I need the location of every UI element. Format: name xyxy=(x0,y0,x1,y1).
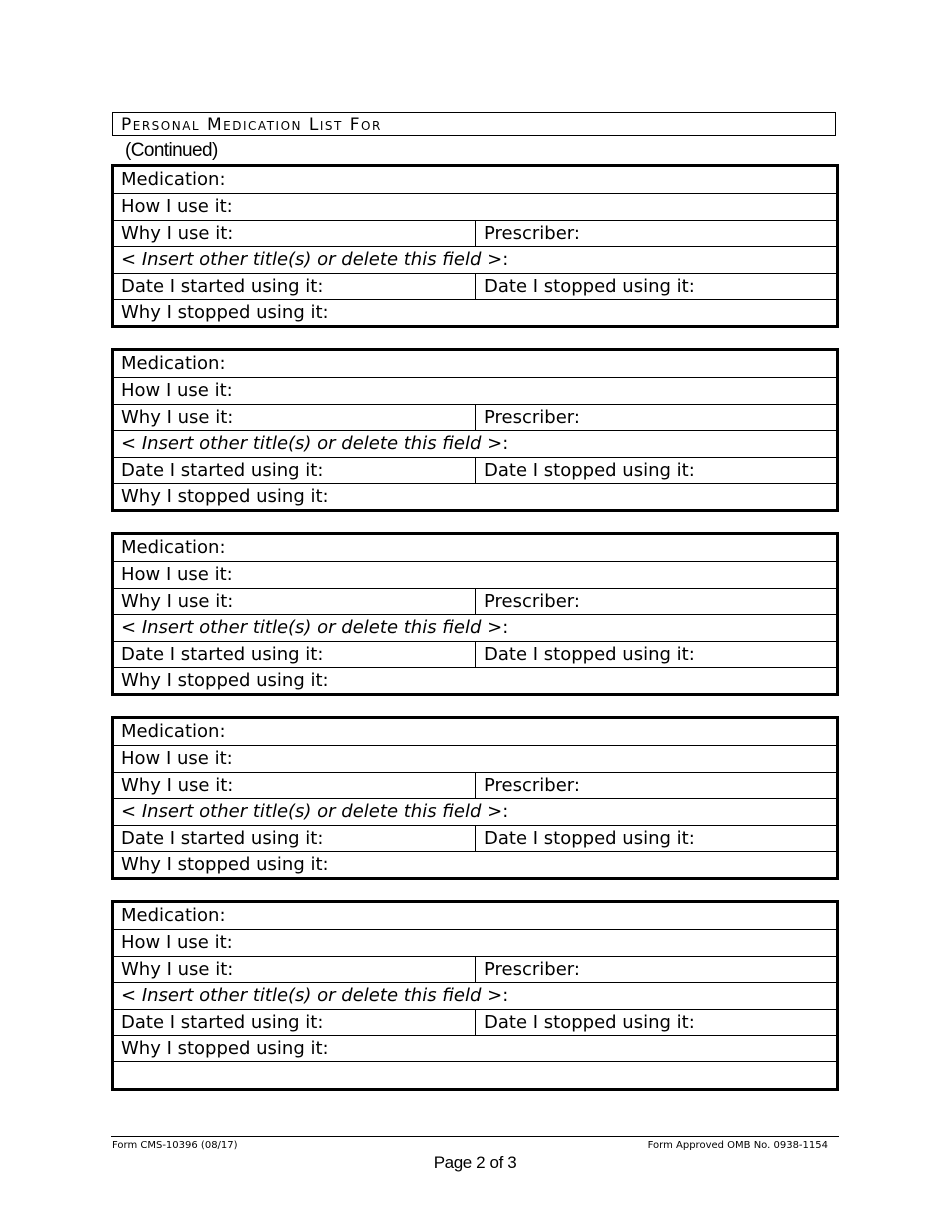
how-i-use-field[interactable]: How I use it: xyxy=(121,564,233,586)
custom-title-open: < xyxy=(121,249,142,271)
custom-title-open: < xyxy=(121,433,142,455)
dates-row xyxy=(114,825,836,851)
custom-title-open: < xyxy=(121,617,142,639)
why-stopped-field[interactable]: Why I stopped using it: xyxy=(121,1037,329,1059)
why-stopped-row xyxy=(114,483,836,509)
continued-label: (Continued) xyxy=(125,140,218,161)
custom-title-field[interactable] xyxy=(114,247,836,272)
blank-field[interactable] xyxy=(114,1062,836,1087)
prescriber-field[interactable]: Prescriber: xyxy=(484,590,580,612)
custom-title-field[interactable] xyxy=(114,799,836,824)
custom-title-placeholder: Insert other title(s) or delete this field xyxy=(141,249,482,271)
custom-title-close: >: xyxy=(481,617,509,639)
how-row xyxy=(114,929,836,955)
custom-title-placeholder: Insert other title(s) or delete this field xyxy=(141,985,482,1007)
footer-divider xyxy=(111,1136,839,1137)
form-id: Form CMS-10396 (08/17) xyxy=(112,1140,238,1151)
why-stopped-row xyxy=(114,851,836,877)
prescriber-field[interactable]: Prescriber: xyxy=(484,406,580,428)
date-started-field[interactable]: Date I started using it: xyxy=(114,274,476,299)
medication-row xyxy=(114,167,836,193)
date-started-field[interactable]: Date I started using it: xyxy=(114,826,476,851)
date-started-field[interactable]: Date I started using it: xyxy=(114,1010,476,1035)
why-i-use-field[interactable]: Why I use it: xyxy=(114,589,476,614)
medication-row xyxy=(114,719,836,745)
custom-title-open: < xyxy=(121,985,142,1007)
date-stopped-field[interactable]: Date I stopped using it: xyxy=(484,1011,695,1033)
page-title: Personal Medication List For xyxy=(112,112,836,136)
custom-title-field[interactable] xyxy=(114,431,836,456)
date-started-field[interactable]: Date I started using it: xyxy=(114,458,476,483)
medication-row xyxy=(114,903,836,929)
how-row xyxy=(114,377,836,403)
how-row xyxy=(114,193,836,219)
why-stopped-field[interactable]: Why I stopped using it: xyxy=(121,301,329,323)
custom-title-row xyxy=(114,798,836,824)
medication-field[interactable]: Medication: xyxy=(121,721,226,742)
how-row xyxy=(114,561,836,587)
why-stopped-row xyxy=(114,299,836,325)
custom-title-field[interactable] xyxy=(114,615,836,640)
custom-title-close: >: xyxy=(481,985,509,1007)
why-prescriber-row xyxy=(114,220,836,246)
custom-title-row xyxy=(114,430,836,456)
how-row xyxy=(114,745,836,771)
custom-title-close: >: xyxy=(481,433,509,455)
custom-title-row xyxy=(114,614,836,640)
dates-row xyxy=(114,641,836,667)
dates-row xyxy=(114,1009,836,1035)
omb-approval: Form Approved OMB No. 0938-1154 xyxy=(647,1140,828,1151)
custom-title-placeholder: Insert other title(s) or delete this field xyxy=(141,433,482,455)
how-i-use-field[interactable]: How I use it: xyxy=(121,380,233,402)
custom-title-placeholder: Insert other title(s) or delete this field xyxy=(141,801,482,823)
date-stopped-field[interactable]: Date I stopped using it: xyxy=(484,827,695,849)
date-stopped-field[interactable]: Date I stopped using it: xyxy=(484,275,695,297)
why-i-use-field[interactable]: Why I use it: xyxy=(114,405,476,430)
why-stopped-field[interactable]: Why I stopped using it: xyxy=(121,485,329,507)
medication-entry xyxy=(111,900,839,1091)
custom-title-open: < xyxy=(121,801,142,823)
why-prescriber-row xyxy=(114,956,836,982)
medication-entry xyxy=(111,716,839,880)
dates-row xyxy=(114,273,836,299)
why-stopped-field[interactable]: Why I stopped using it: xyxy=(121,853,329,875)
date-stopped-field[interactable]: Date I stopped using it: xyxy=(484,643,695,665)
how-i-use-field[interactable]: How I use it: xyxy=(121,748,233,770)
how-i-use-field[interactable]: How I use it: xyxy=(121,932,233,954)
dates-row xyxy=(114,457,836,483)
date-stopped-field[interactable]: Date I stopped using it: xyxy=(484,459,695,481)
medication-entry xyxy=(111,164,839,328)
why-i-use-field[interactable]: Why I use it: xyxy=(114,957,476,982)
custom-title-close: >: xyxy=(481,801,509,823)
medication-field[interactable]: Medication: xyxy=(121,905,226,926)
why-i-use-field[interactable]: Why I use it: xyxy=(114,221,476,246)
why-stopped-row xyxy=(114,1035,836,1061)
how-i-use-field[interactable]: How I use it: xyxy=(121,196,233,218)
custom-title-row xyxy=(114,982,836,1008)
medication-field[interactable]: Medication: xyxy=(121,353,226,374)
custom-title-row xyxy=(114,246,836,272)
medication-entry xyxy=(111,532,839,696)
medication-field[interactable]: Medication: xyxy=(121,537,226,558)
why-stopped-row xyxy=(114,667,836,693)
prescriber-field[interactable]: Prescriber: xyxy=(484,774,580,796)
prescriber-field[interactable]: Prescriber: xyxy=(484,222,580,244)
medication-row xyxy=(114,535,836,561)
why-stopped-field[interactable]: Why I stopped using it: xyxy=(121,669,329,691)
page-number: Page 2 of 3 xyxy=(433,1153,517,1172)
blank-row xyxy=(114,1061,836,1087)
date-started-field[interactable]: Date I started using it: xyxy=(114,642,476,667)
medication-row xyxy=(114,351,836,377)
why-prescriber-row xyxy=(114,588,836,614)
why-prescriber-row xyxy=(114,772,836,798)
custom-title-field[interactable] xyxy=(114,983,836,1008)
medication-field[interactable]: Medication: xyxy=(121,169,226,190)
why-i-use-field[interactable]: Why I use it: xyxy=(114,773,476,798)
why-prescriber-row xyxy=(114,404,836,430)
medication-entry xyxy=(111,348,839,512)
custom-title-close: >: xyxy=(481,249,509,271)
prescriber-field[interactable]: Prescriber: xyxy=(484,958,580,980)
custom-title-placeholder: Insert other title(s) or delete this field xyxy=(141,617,482,639)
